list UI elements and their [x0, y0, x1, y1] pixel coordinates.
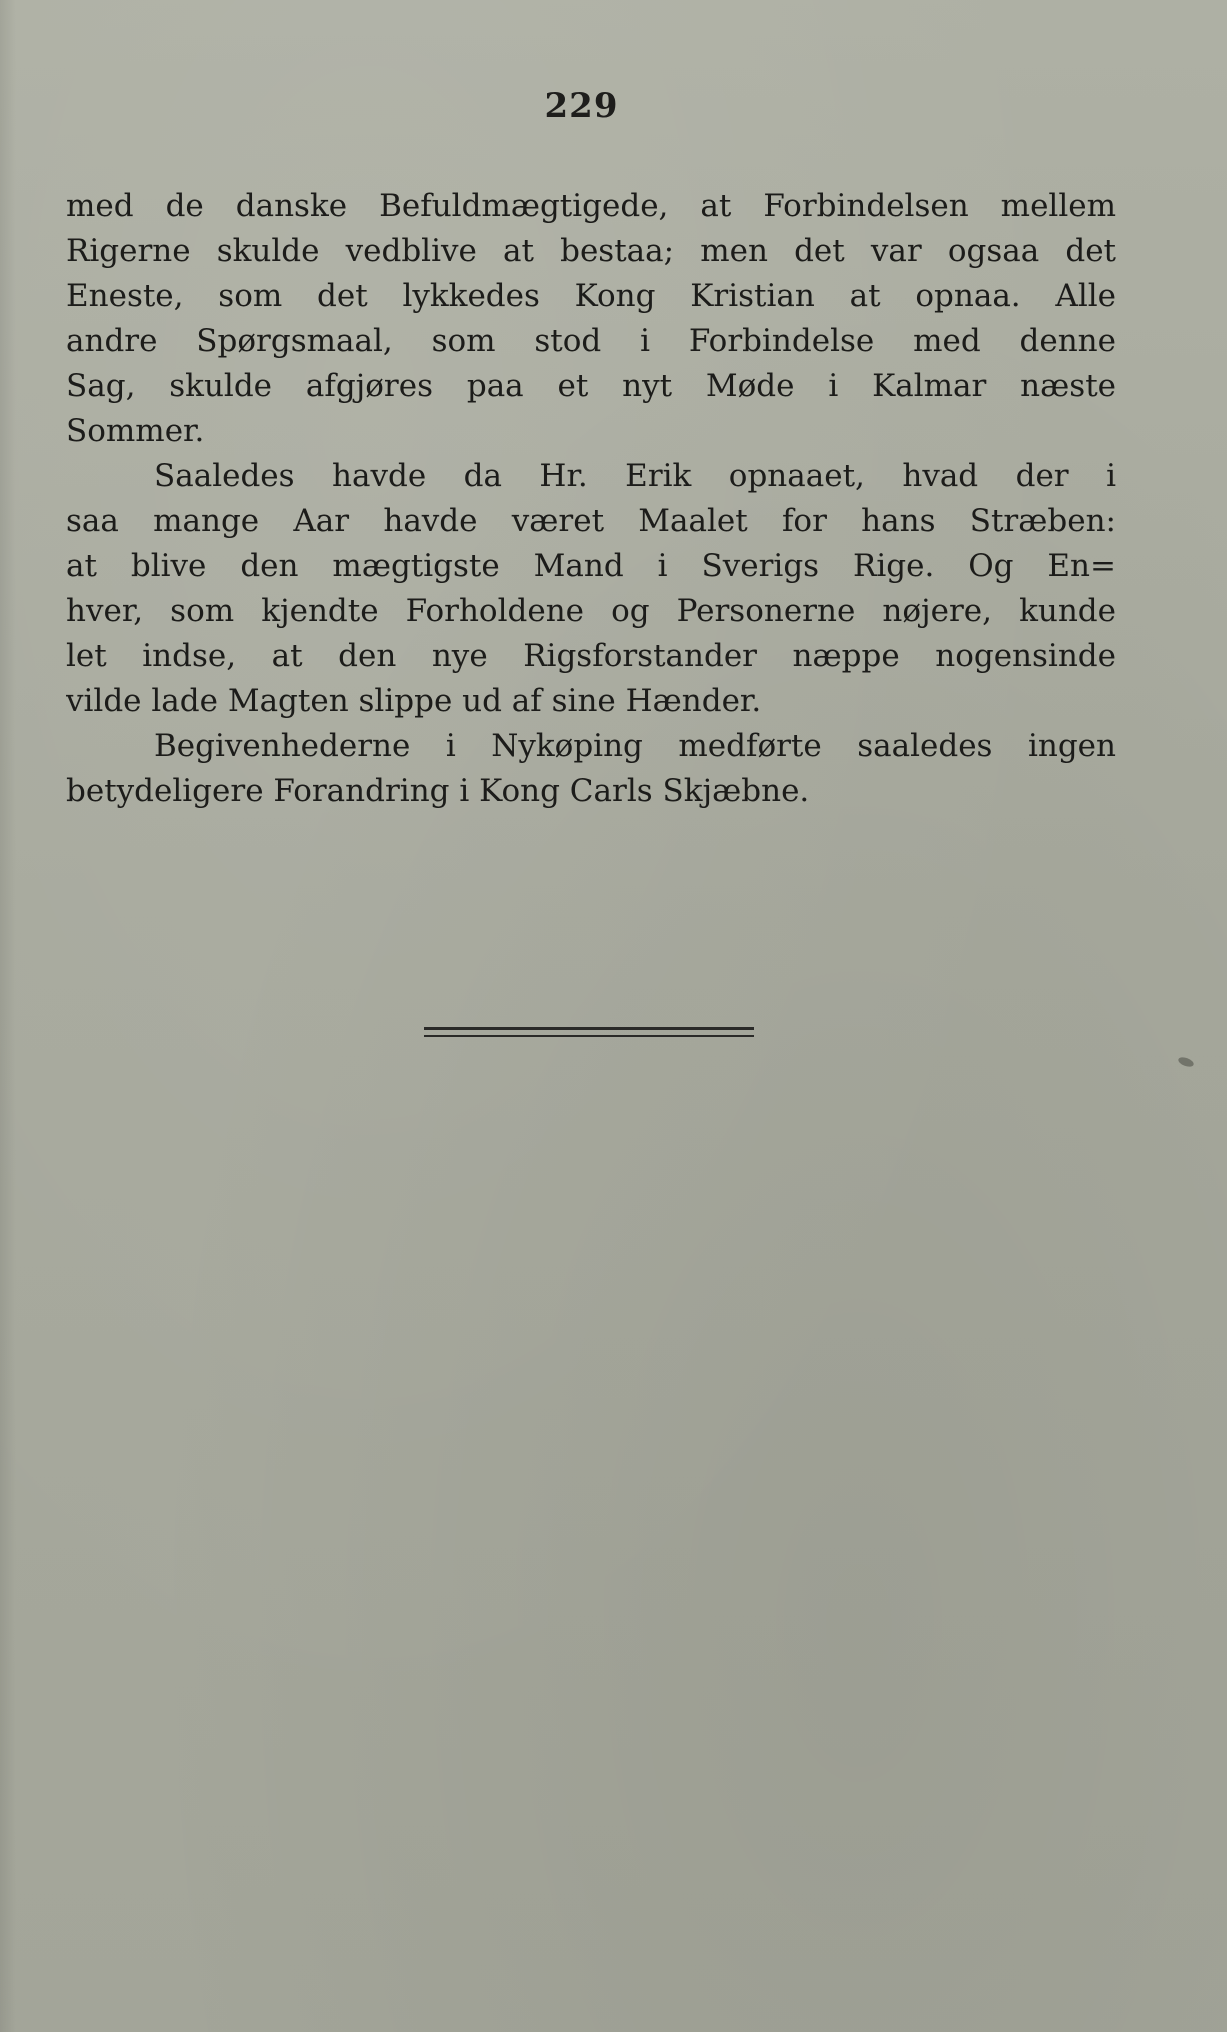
text-line: vilde lade Magten slippe ud af sine Hænder.	[66, 683, 762, 719]
text-line: Rigerne skulde vedblive at bestaa; men det var ogsaa det	[66, 233, 1116, 269]
paper-blemish	[1177, 1056, 1195, 1069]
text-line: Sag, skulde afgjøres paa et nyt Møde i Kalmar næste	[66, 368, 1116, 404]
text-line: hver, som kjendte Forholdene og Personerne nøjere, kunde	[66, 593, 1116, 629]
text-line: andre Spørgsmaal, som stod i Forbindelse med denne	[66, 323, 1116, 359]
text-line: at blive den mægtigste Mand i Sverigs Rige. Og En=	[66, 548, 1116, 584]
page-edge-shadow	[0, 0, 16, 2032]
paragraph-start-line: Begivenhederne i Nykøping medførte saaledes ingen	[154, 728, 1116, 764]
text-line: saa mange Aar havde været Maalet for hans Stræben:	[66, 503, 1116, 539]
section-end-rule-thin	[424, 1035, 754, 1037]
page-number: 229	[544, 86, 619, 126]
text-line: betydeligere Forandring i Kong Carls Skjæbne.	[66, 773, 810, 809]
paragraph-start-line: Saaledes havde da Hr. Erik opnaaet, hvad der i	[154, 458, 1116, 494]
text-line: med de danske Befuldmægtigede, at Forbindelsen mellem	[66, 188, 1116, 224]
text-line: Sommer.	[66, 413, 205, 449]
text-line: Eneste, som det lykkedes Kong Kristian at opnaa. Alle	[66, 278, 1116, 314]
text-line: let indse, at den nye Rigsforstander næppe nogensinde	[66, 638, 1116, 674]
section-end-rule	[424, 1027, 754, 1030]
body-text	[66, 184, 1116, 814]
